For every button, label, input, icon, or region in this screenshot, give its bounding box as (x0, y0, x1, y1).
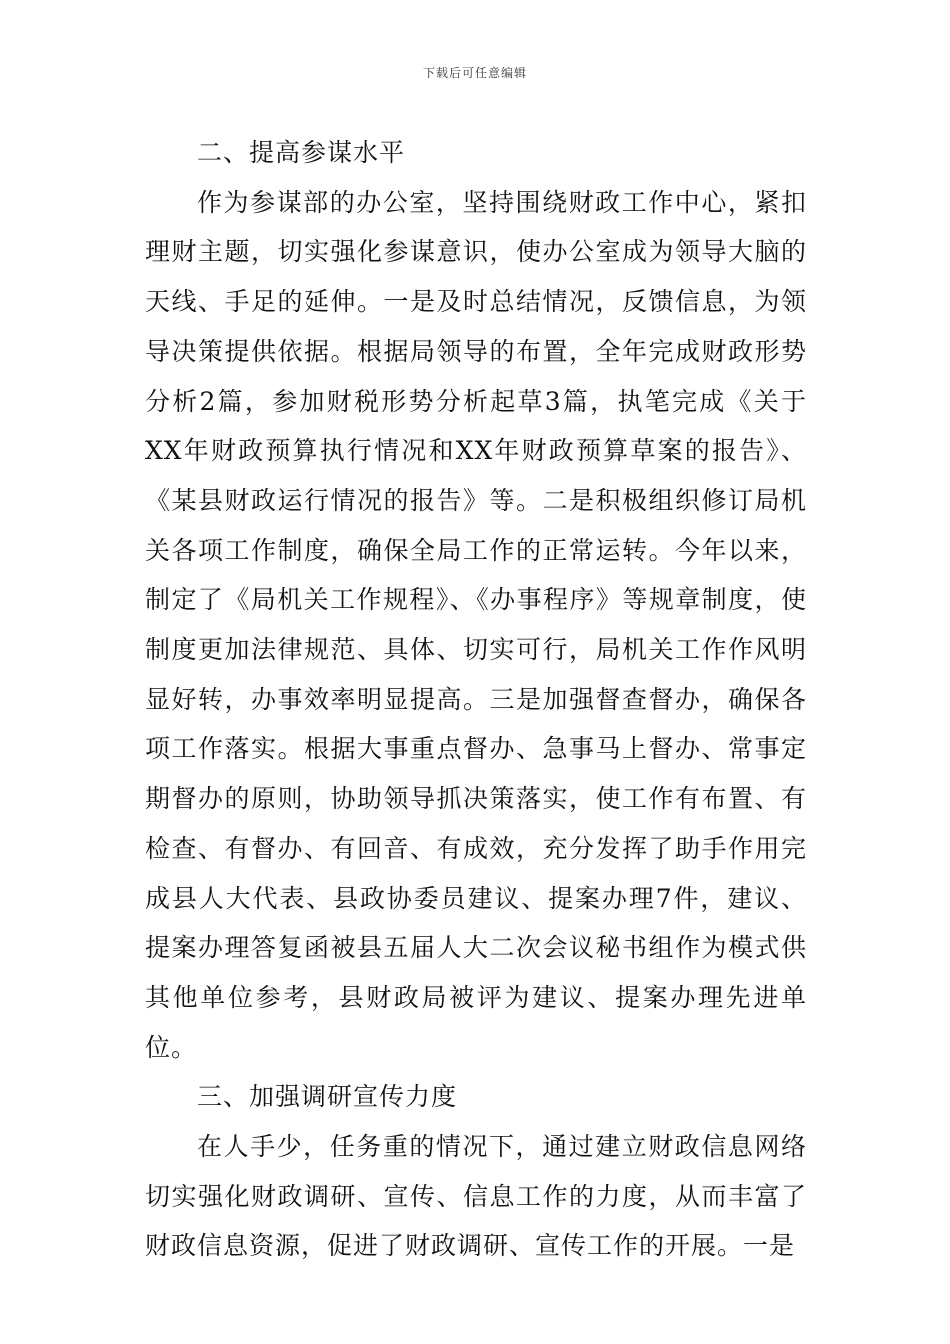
page-header-note: 下载后可任意编辑 (422, 66, 527, 80)
body-paragraph-research: 在人手少，任务重的情况下，通过建立财政信息网络切实强化财政调研、宣传、信息工作的力度，从而丰富了财政信息资源，促进了财政调研、宣传工作的开展。一是 (145, 1132, 807, 1261)
document-body (145, 128, 807, 1271)
section-heading-research-publicity: 三、加强调研宣传力度 (197, 1082, 458, 1112)
section-heading-improve-advisory: 二、提高参谋水平 (197, 138, 406, 167)
body-paragraph-advisory: 作为参谋部的办公室，坚持围绕财政工作中心，紧扣理财主题，切实强化参谋意识，使办公室成为领导大脑的天线、手足的延伸。一是及时总结情况，反馈信息，为领导决策提供依据。根据局领导的布置，全年完成财政形势分析2篇，参加财税形势分析起草3篇，执笔完成《关于XX年财政预算执行情况和XX年财政预算草案的报告》、《某县财政运行情况的报告》等。二是积极组织修订局机关各项工作制度，确保全局工作的正常运转。今年以来，制定了《局机关工作规程》、《办事程序》等规章制度，使制度更加法律规范、具体、切实可行，局机关工作作风明显好转，办事效率明显提高。三是加强督查督办，确保各项工作落实。根据大事重点督办、急事马上督办、常事定期督办的原则，协助领导抓决策落实，使工作有布置、有检查、有督办、有回音、有成效，充分发挥了助手作用完成县人大代表、县政协委员建议、提案办理7件，建议、提案办理答复函被县五届人大二次会议秘书组作为模式供其他单位参考，县财政局被评为建议、提案办理先进单位。 (145, 187, 807, 1062)
